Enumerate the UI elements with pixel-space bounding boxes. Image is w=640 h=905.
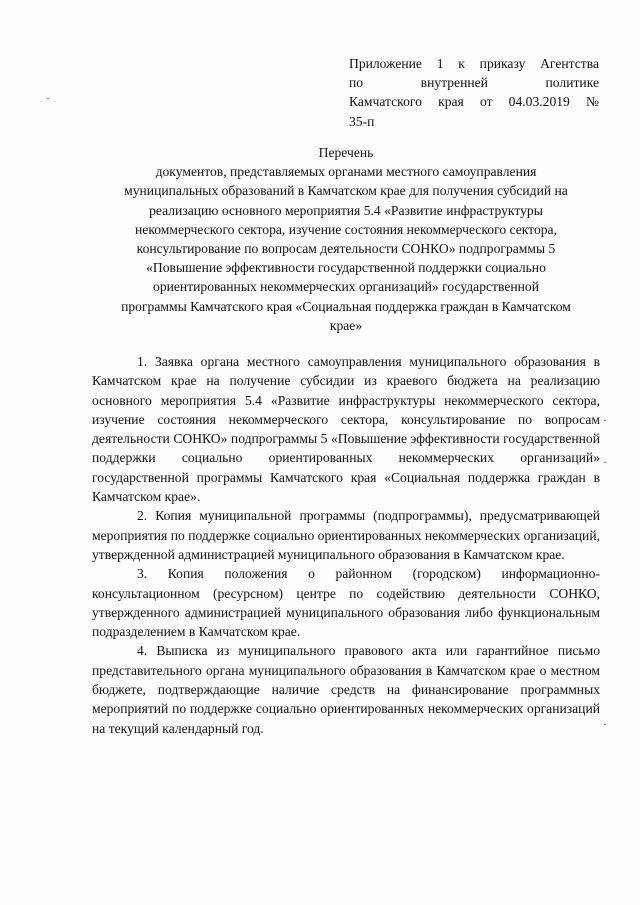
title-line: реализацию основного мероприятия 5.4 «Развитие инфраструктуры [149, 202, 543, 218]
document-list [92, 352, 600, 738]
list-item: 1. Заявка органа местного самоуправления муниципального образования в Камчатском крае на получение субсидии из краевого бюджета на реализацию основного мероприятия 5.4 «Развитие инфраструктуры некоммерческого сектора, изучение состояния некоммерческого сектора, консультирование по вопросам деятельности СОНКО» подпрограммы 5 «Повышение эффективности государственной поддержки социально ориентированных некоммерческих организаций» государственной программы Камчатского края «Социальная поддержка граждан в Камчатском крае». [92, 354, 600, 505]
title-line: «Повышение эффективности государственной поддержки социально [146, 260, 546, 276]
scan-speck [604, 420, 606, 421]
appendix-line: 35-п [349, 113, 375, 129]
scan-speck [604, 462, 606, 463]
scan-speck [604, 724, 606, 725]
appendix-line: Камчатского края от 04.03.2019 № [349, 94, 599, 110]
title-line: программы Камчатского края «Социальная поддержка граждан в Камчатском [121, 298, 571, 314]
title-line: ориентированных некоммерческих организаций» государственной [153, 279, 539, 295]
list-item: 3. Копия положения о районном (городском) информационно-консультационном (ресурсном) центре по содействию деятельности СОНКО, утвержденного администрацией муниципального образования либо функциональным подразделением в Камчатском крае. [92, 566, 600, 640]
title-line: некоммерческого сектора, изучение состояния некоммерческого сектора, [135, 221, 557, 237]
title-heading: Перечень [318, 145, 374, 160]
scan-speck [47, 98, 49, 99]
list-item: 2. Копия муниципальной программы (подпрограммы), предусматривающей мероприятия по поддержке социально ориентированных некоммерческих организаций, утвержденной администрацией муниципального образования в Камчатском крае. [92, 508, 600, 562]
list-item: 4. Выписка из муниципального правового акта или гарантийное письмо представительного органа муниципального образования в Камчатском крае о местном бюджете, подтверждающие наличие средств на финансирование программных мероприятий по поддержке социально ориентированных некоммерческих организаций на текущий календарный год. [92, 643, 600, 736]
document-title [92, 143, 600, 335]
appendix-line: по внутренней политике [349, 75, 599, 91]
title-line: консультирование по вопросам деятельности СОНКО» подпрограммы 5 [136, 241, 556, 257]
title-line: муниципальных образований в Камчатском крае для получения субсидий на [124, 183, 568, 199]
title-line: документов, представляемых органами местного самоуправления [155, 164, 537, 180]
appendix-reference [349, 54, 599, 131]
appendix-line: Приложение 1 к приказу Агентства [349, 56, 599, 71]
title-line: крае» [329, 317, 363, 333]
